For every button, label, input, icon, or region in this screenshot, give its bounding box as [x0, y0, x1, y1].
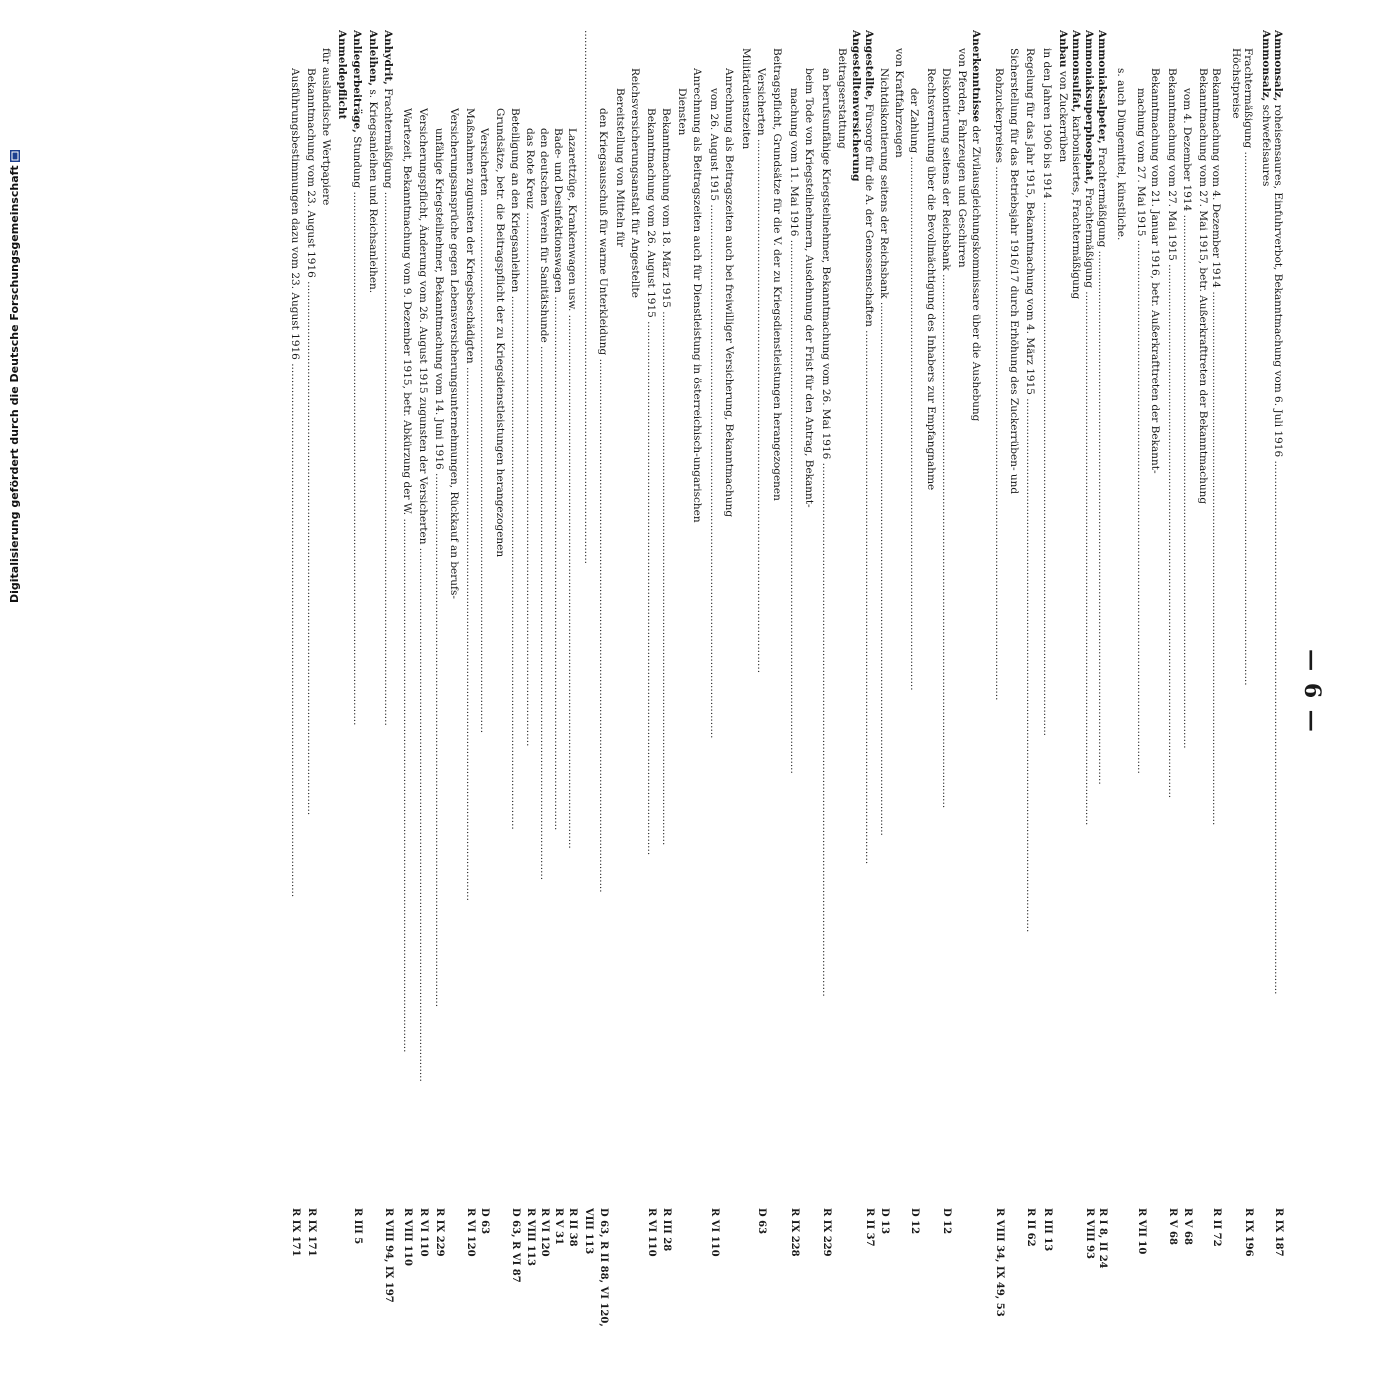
index-entry — [552, 0, 564, 1383]
index-entry — [1096, 0, 1108, 1383]
index-entry — [645, 0, 657, 1383]
entry-description: Frachtermäßigung — [1083, 184, 1095, 288]
leader-dots: ................................................................................................................................................................ — [755, 135, 767, 674]
entry-reference: R VIII 34, IX 49, 53 — [994, 1208, 1005, 1317]
entry-keyword: Angestellte, — [863, 30, 875, 101]
entry-reference: R II 62 — [1025, 1208, 1036, 1247]
entry-reference: R I 8, II 24 — [1097, 1208, 1108, 1269]
leader-dots: ................................................................................................................................................................ — [1041, 198, 1053, 737]
entry-description: Rechtsvermutung über die Bevollmächtigung des Inhabers zur Empfangnahme — [925, 68, 937, 491]
index-entry — [836, 0, 848, 1383]
entry-description: roheisensaures, Einfuhrverbot, Bekanntmachung vom 6. Juli 1916 — [1272, 101, 1284, 458]
entry-text — [509, 108, 521, 830]
index-entry — [582, 0, 594, 1383]
index-entry — [878, 0, 890, 1383]
index-entry — [1057, 0, 1069, 1383]
entry-description: Bekanntmachung vom 23. August 1916 — [305, 68, 317, 278]
entry-description: unfähige Kriegsteilnehmer, Bekanntmachung vom 14. Juni 1916 — [433, 128, 445, 470]
entry-description: in den Jahren 1906 bis 1914 — [1041, 48, 1053, 199]
entry-description: Anrechnung als Beitragszeiten auch für Dienstleistung in österreichisch-ungarischen — [691, 68, 703, 523]
entry-reference: R VI 110 — [418, 1208, 429, 1257]
leader-dots: ................................................................................................................................................................ — [597, 355, 609, 893]
index-entry — [320, 0, 332, 1383]
entry-description: das Rote Kreuz — [524, 128, 536, 210]
entry-keyword: Anmeldepflicht — [336, 30, 348, 120]
leader-dots: ................................................................................................................................................................ — [1096, 247, 1108, 785]
entry-text — [538, 128, 550, 880]
index-entry — [1230, 0, 1242, 1383]
entry-text — [925, 68, 937, 490]
index-entry — [1115, 0, 1127, 1383]
entry-description: Reichsversicherungsanstalt für Angestellte — [629, 68, 641, 298]
index-entry — [614, 0, 626, 1383]
entry-text — [336, 30, 348, 119]
entry-description: Versicherungsansprüche gegen Lebensversicherungsunternehmungen, Rückkauf an berufs- — [448, 108, 460, 599]
entry-reference: R VIII 110 — [402, 1208, 413, 1266]
index-entry — [1008, 0, 1020, 1383]
index-entry — [417, 0, 429, 1383]
entry-text — [1149, 68, 1161, 474]
leader-dots: ................................................................................................................................................................ — [538, 342, 550, 881]
entry-description: Diensten — [676, 88, 688, 136]
entry-description: Bekanntmachung vom 4. Dezember 1914 — [1210, 68, 1222, 288]
entry-description: Bekanntmachung vom 27. Mai 1915, betr. Außerkrafttreten der Bekanntmachung — [1197, 68, 1209, 505]
entry-reference: R II 72 — [1211, 1208, 1222, 1247]
entry-keyword: Ammonsalz, — [1260, 30, 1272, 102]
entry-keyword: Ammoniaksalpeter, — [1096, 30, 1108, 144]
entry-text — [940, 68, 952, 808]
entry-text — [289, 68, 301, 897]
entry-text — [382, 30, 394, 726]
index-entry — [1083, 0, 1095, 1383]
leader-dots: ................................................................................................................................................................ — [1210, 288, 1222, 826]
entry-keyword: Ammonsulfat, — [1070, 30, 1082, 113]
entry-description: von Pferden, Fahrzeugen und Geschirren — [956, 48, 968, 268]
entry-text — [1135, 88, 1147, 774]
entry-description: vom 26. August 1915 — [708, 88, 720, 202]
leader-dots: ................................................................................................................................................................ — [433, 469, 445, 1008]
index-entry — [448, 0, 460, 1383]
entry-description: der Zivilausgleichungskommissare über die Aushebung — [970, 122, 982, 422]
entry-reference: D 12 — [941, 1208, 952, 1235]
entry-text — [629, 68, 641, 298]
entry-description: für ausländische Wertpapiere — [320, 48, 332, 206]
footer-credit — [8, 0, 22, 603]
entry-reference: D 13 — [879, 1208, 890, 1235]
entry-description: Beteiligung an den Kriegsanleihen — [509, 108, 521, 293]
leader-dots: ................................................................................................................................................................ — [509, 292, 521, 830]
index-entry — [1242, 0, 1254, 1383]
leader-dots: ................................................................................................................................................................ — [993, 163, 1005, 701]
entry-description: Bade- und Desinfektionswagen — [552, 128, 564, 293]
entry-text — [401, 108, 413, 1052]
entry-reference: R VIII 113 — [525, 1208, 536, 1266]
entry-text — [956, 48, 968, 268]
index-entry — [597, 0, 609, 1383]
entry-text — [305, 68, 317, 815]
entry-reference: R IX 187 — [1273, 1208, 1284, 1257]
entry-text — [863, 30, 875, 864]
entry-text — [448, 108, 460, 599]
entry-keyword: Anerkenntnisse — [970, 30, 982, 123]
entry-description: Stundung — [351, 132, 363, 189]
index-entry — [433, 0, 445, 1383]
entry-description: s. auch Düngemittel, künstliche. — [1115, 68, 1127, 241]
entry-text — [645, 108, 657, 855]
index-entry — [289, 0, 301, 1383]
leader-dots: ................................................................................................................................................................ — [305, 277, 317, 816]
entry-text — [836, 48, 848, 149]
entry-description: von Zuckerrüben — [1057, 67, 1069, 163]
entry-description: Bekanntmachung vom 26. August 1915 — [645, 108, 657, 318]
index-entry — [863, 0, 875, 1383]
entry-description: Versicherten — [755, 68, 767, 136]
entry-description: der Zahlung — [908, 88, 920, 154]
entry-reference: R III 13 — [1042, 1208, 1053, 1252]
entry-text — [1197, 68, 1209, 504]
entry-description: Versicherungspflicht, Änderung vom 26. August 1915 zugunsten der Versicherten — [417, 108, 429, 545]
entry-text — [552, 128, 564, 830]
index-entry — [566, 0, 578, 1383]
entry-text — [1115, 68, 1127, 240]
entry-description: Beitragserstattung — [836, 48, 848, 149]
document-page — [289, 0, 1383, 1383]
dfg-logo-icon — [10, 150, 20, 162]
entry-keyword: Angestelltenversicherung — [850, 30, 862, 182]
entry-description: Diskontierung seitens der Reichsbank — [940, 68, 952, 271]
index-entry — [820, 0, 832, 1383]
index-entry — [401, 0, 413, 1383]
entry-text — [691, 68, 703, 523]
entry-description: machung vom 27. Mai 1915 — [1135, 88, 1147, 237]
entry-text — [494, 108, 506, 557]
entry-text — [1242, 48, 1254, 686]
leader-dots: ................................................................................................................................................................ — [908, 153, 920, 691]
entry-text — [723, 68, 735, 517]
entry-text — [850, 30, 862, 181]
index-entry — [351, 0, 363, 1383]
leader-dots: ................................................................................................................................................................ — [351, 188, 363, 726]
leader-dots: ................................................................................................................................................................ — [788, 236, 800, 774]
entry-reference: R III 5 — [352, 1208, 363, 1245]
entry-keyword: Ammoniaksuperphosphat, — [1083, 30, 1095, 185]
entry-description: Bekanntmachung vom 21. Januar 1916, betr. Außerkrafttreten der Bekannt- — [1149, 68, 1161, 474]
index-entry — [494, 0, 506, 1383]
index-entry — [893, 0, 905, 1383]
leader-dots: ................................................................................................................................................................ — [401, 515, 413, 1053]
leader-dots: ................................................................................................................................................................ — [1181, 211, 1193, 749]
entry-reference: R IX 196 — [1243, 1208, 1254, 1257]
index-entry — [803, 0, 815, 1383]
entry-reference: R III 28 — [661, 1208, 672, 1252]
index-entry — [1135, 0, 1147, 1383]
entry-reference: R IX 171 — [306, 1208, 317, 1257]
entry-text — [320, 48, 332, 205]
index-entry — [464, 0, 476, 1383]
leader-dots: ................................................................................................................................................................ — [582, 30, 594, 565]
index-entry — [788, 0, 800, 1383]
entry-text — [1210, 68, 1222, 825]
leader-dots: ................................................................................................................................................................ — [1083, 287, 1095, 826]
index-entry — [478, 0, 490, 1383]
entry-text — [788, 88, 800, 774]
index-entry — [723, 0, 735, 1383]
entry-text — [676, 88, 688, 135]
entry-description: machung vom 11. Mai 1916 — [788, 88, 800, 237]
entry-text — [367, 30, 379, 293]
entry-description: Frachtermäßigung — [1096, 143, 1108, 248]
index-entry — [676, 0, 688, 1383]
entry-description: Wartezeit, Bekanntmachung vom 9. Dezember 1915, betr. Abkürzung der W. — [401, 108, 413, 516]
entry-description: Bekanntmachung vom 27. Mai 1915 — [1166, 68, 1178, 261]
entry-description: den Kriegsausschuß für warme Unterkleidung — [597, 108, 609, 356]
entry-description: schwefelsaures — [1260, 101, 1272, 187]
entry-description: Fürsorge für die A. der Genossenschaften — [863, 100, 875, 327]
leader-dots: ................................................................................................................................................................ — [708, 201, 720, 739]
entry-text — [908, 88, 920, 691]
entry-reference: D 12 — [909, 1208, 920, 1235]
leader-dots: ................................................................................................................................................................ — [1242, 148, 1254, 686]
index-entry — [509, 0, 521, 1383]
leader-dots: ................................................................................................................................................................ — [552, 292, 564, 831]
index-entry — [660, 0, 672, 1383]
entry-reference: D 63 — [479, 1208, 490, 1235]
index-entry — [940, 0, 952, 1383]
index-entry — [1041, 0, 1053, 1383]
leader-dots: ................................................................................................................................................................ — [1166, 260, 1178, 799]
leader-dots: ................................................................................................................................................................ — [863, 326, 875, 865]
entry-text — [893, 48, 905, 158]
index-entry — [908, 0, 920, 1383]
index-entry — [382, 0, 394, 1383]
entry-text — [566, 128, 578, 849]
entry-description: Regelung für das Jahr 1915, Bekanntmachung vom 4. März 1915 — [1024, 48, 1036, 395]
leader-dots: ................................................................................................................................................................ — [645, 317, 657, 856]
entry-description: von Kraftfahrzeugen — [893, 48, 905, 158]
index-entry — [1272, 0, 1284, 1383]
index-entry — [1149, 0, 1161, 1383]
index-entry — [925, 0, 937, 1383]
entry-reference: R IX 228 — [789, 1208, 800, 1257]
entry-keyword: Anleihen, — [367, 30, 379, 87]
leader-dots: ................................................................................................................................................................ — [464, 363, 476, 901]
entry-reference: R V 68 — [1167, 1208, 1178, 1245]
entry-text — [614, 88, 626, 247]
index-entry — [538, 0, 550, 1383]
entry-description: Maßnahmen zugunsten der Kriegsbeschädigten — [464, 108, 476, 364]
leader-dots: ................................................................................................................................................................ — [478, 195, 490, 734]
entry-description: Militärdienstzeiten — [740, 48, 752, 150]
leader-dots: ................................................................................................................................................................ — [940, 270, 952, 809]
entry-description: Frachtermäßigung — [1242, 48, 1254, 149]
entry-description: Beitragspflicht, Grundsätze für die V. der zu Kriegsdienstleistungen herangezogenen — [771, 48, 783, 501]
leader-dots: ................................................................................................................................................................ — [878, 298, 890, 836]
entry-reference: D 63, R II 88, VI 120, — [598, 1208, 609, 1327]
entry-text — [1181, 88, 1193, 749]
entry-text — [1230, 48, 1242, 119]
entry-description: Sicherstellung für das Betriebsjahr 1916/17 durch Erhöhung des Zuckerrüben- und — [1008, 48, 1020, 495]
entry-description: Grundsätze, betr. die Beitragspflicht der zu Kriegsdienstleistungen herangezogenen — [494, 108, 506, 558]
leader-dots: ................................................................................................................................................................ — [382, 188, 394, 726]
entry-reference: R VI 120 — [465, 1208, 476, 1257]
entry-reference: R II 38 — [567, 1208, 578, 1247]
entry-reference: R IX 229 — [434, 1208, 445, 1257]
index-entry — [1197, 0, 1209, 1383]
entry-description: s. Kriegsanleihen und Reichsanleihen. — [367, 86, 379, 294]
index-entry — [970, 0, 982, 1383]
entry-text — [597, 108, 609, 893]
entry-description: Höchstpreise — [1230, 48, 1242, 119]
entry-description: Frachtermäßigung — [382, 84, 394, 189]
entry-description: Rohzuckerpreises — [993, 68, 1005, 164]
entry-text — [1008, 48, 1020, 494]
entry-description: den deutschen Verein für Sanitätshunde — [538, 128, 550, 343]
entry-text — [740, 48, 752, 149]
index-entry — [336, 0, 348, 1383]
leader-dots: ................................................................................................................................................................ — [566, 311, 578, 849]
entry-text — [1272, 30, 1284, 995]
page-number: — 6 — — [1299, 649, 1325, 734]
index-entry — [524, 0, 536, 1383]
entry-description: Anrechnung als Beitragszeiten auch bei freiwilliger Versicherung, Bekanntmachung — [723, 68, 735, 518]
leader-dots: ................................................................................................................................................................ — [660, 307, 672, 846]
entry-text — [1057, 30, 1069, 162]
entry-text — [464, 108, 476, 901]
entry-reference: R VII 10 — [1136, 1208, 1147, 1255]
entry-text — [1166, 68, 1178, 798]
index-entry — [1024, 0, 1036, 1383]
index-entry — [740, 0, 752, 1383]
entry-text — [1041, 48, 1053, 736]
entry-text — [970, 30, 982, 421]
leader-dots: ................................................................................................................................................................ — [1272, 457, 1284, 995]
index-entry — [1181, 0, 1193, 1383]
index-entry — [993, 0, 1005, 1383]
index-entry — [691, 0, 703, 1383]
entry-text — [755, 68, 767, 673]
entry-description: Lazarettzüge, Krankenwagen usw. — [566, 128, 578, 312]
entry-text — [771, 48, 783, 501]
entry-reference: R VIII 93 — [1084, 1208, 1095, 1259]
leader-dots: ................................................................................................................................................................ — [820, 459, 832, 997]
entry-keyword: Ammonsalz, — [1272, 30, 1284, 102]
index-entry — [850, 0, 862, 1383]
entry-text — [1070, 30, 1082, 299]
entry-reference: R V 31 — [553, 1208, 564, 1245]
entry-reference: R VI 110 — [709, 1208, 720, 1257]
index-entry — [956, 0, 968, 1383]
entry-keyword: Anbau — [1057, 30, 1069, 68]
entry-reference: R IX 229 — [821, 1208, 832, 1257]
leader-dots: ................................................................................................................................................................ — [289, 359, 301, 898]
entry-text — [478, 128, 490, 733]
entry-text — [820, 68, 832, 997]
entry-description: Ausführungsbestimmungen dazu vom 23. August 1916 — [289, 68, 301, 360]
entry-text — [524, 128, 536, 746]
entry-text — [660, 108, 672, 845]
entry-description: vom 4. Dezember 1914 — [1181, 88, 1193, 212]
index-entry — [1070, 0, 1082, 1383]
entry-text — [878, 68, 890, 836]
entry-text — [1096, 30, 1108, 785]
entry-text — [582, 30, 594, 564]
index-entry — [1166, 0, 1178, 1383]
entry-reference: R II 37 — [864, 1208, 875, 1247]
index-entry — [305, 0, 317, 1383]
entry-description: Bereitstellung von Mitteln für — [614, 88, 626, 248]
entry-keyword: Anliegerbeiträge, — [351, 30, 363, 133]
entry-reference: VIII 113 — [583, 1208, 594, 1255]
entry-text — [1083, 30, 1095, 825]
leader-dots: ................................................................................................................................................................ — [1024, 394, 1036, 933]
entry-description: an berufsunfähige Kriegsteilnehmer, Bekanntmachung vom 26. Mai 1916 — [820, 68, 832, 460]
entry-reference: D 63 — [756, 1208, 767, 1235]
entry-text — [1260, 30, 1272, 186]
entry-text — [417, 108, 429, 1082]
index-entry — [367, 0, 379, 1383]
entry-reference: R VI 120 — [539, 1208, 550, 1257]
entry-reference: R VI 110 — [646, 1208, 657, 1257]
entry-description: Bekanntmachung vom 18. März 1915 — [660, 108, 672, 308]
index-entry — [1260, 0, 1272, 1383]
entry-reference: R VIII 94, IX 197 — [383, 1208, 394, 1303]
entry-description: beim Tode von Kriegsteilnehmern, Ausdehnung der Frist für den Antrag, Bekannt- — [803, 68, 815, 508]
index-entry — [1210, 0, 1222, 1383]
entry-text — [993, 68, 1005, 700]
entry-text — [433, 128, 445, 1007]
entry-reference: R V 68 — [1182, 1208, 1193, 1245]
entry-description: Nichtdiskontierung seitens der Reichsbank — [878, 68, 890, 299]
footer-credit-text: Digitalisierung gefördert durch die Deutsche Forschungsgemeinschaft — [8, 165, 21, 603]
index-entry — [755, 0, 767, 1383]
entry-text — [708, 88, 720, 738]
entry-text — [1024, 48, 1036, 932]
index-entry — [771, 0, 783, 1383]
entry-text — [803, 68, 815, 508]
index-entry — [708, 0, 720, 1383]
leader-dots: ................................................................................................................................................................ — [524, 209, 536, 747]
leader-dots: ................................................................................................................................................................ — [1135, 236, 1147, 774]
entry-keyword: Anhydrit, — [382, 30, 394, 85]
index-entry — [629, 0, 641, 1383]
entry-text — [351, 30, 363, 726]
entry-reference: D 63, R VI 87 — [510, 1208, 521, 1283]
entry-reference: R IX 171 — [290, 1208, 301, 1257]
entry-description: Versicherten — [478, 128, 490, 196]
leader-dots: ................................................................................................................................................................ — [417, 544, 429, 1082]
entry-description: karbonisiertes, Frachtermäßigung — [1070, 112, 1082, 300]
